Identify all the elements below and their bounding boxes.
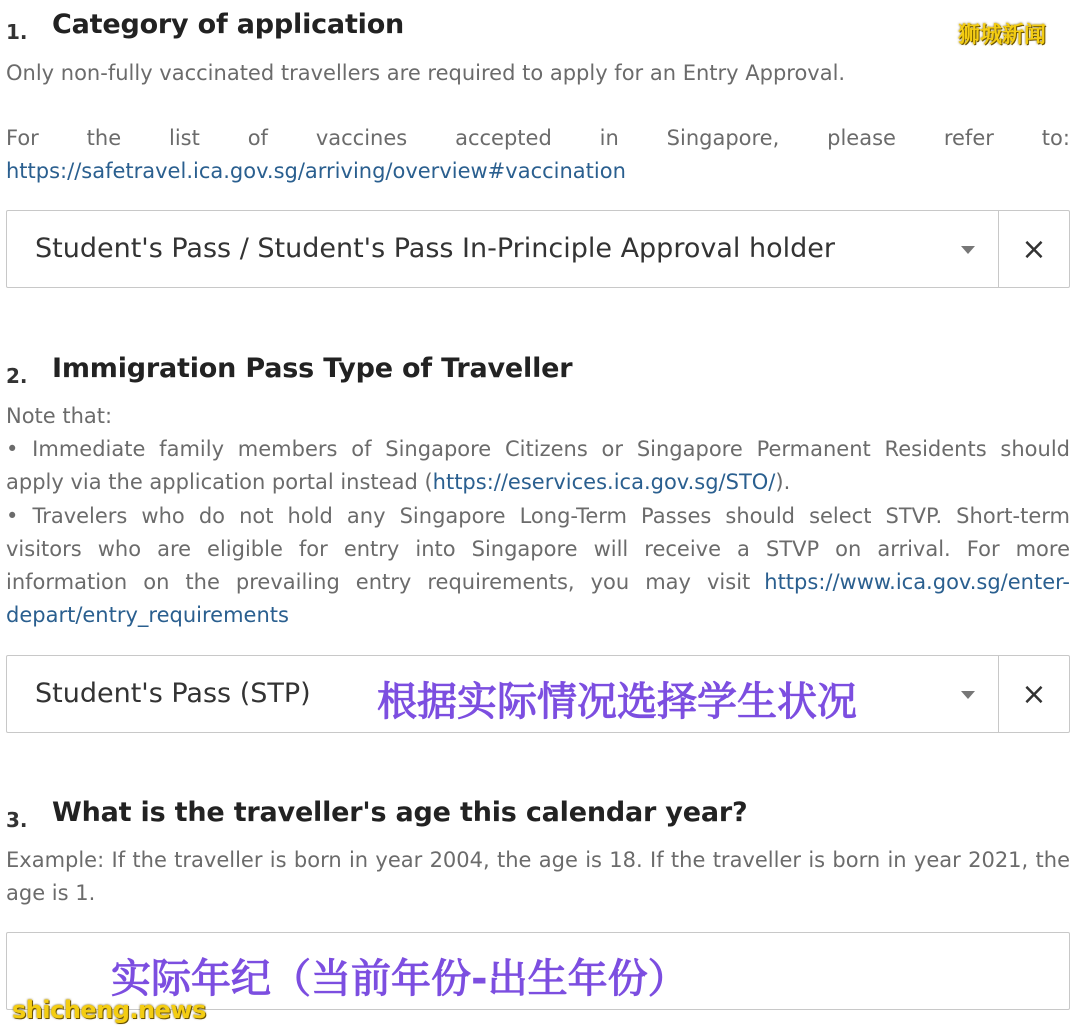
vaccine-text-word: please <box>827 126 896 150</box>
bullet-1-line-2 <box>6 466 790 499</box>
age-annotation: 实际年纪（当前年份-出生年份） <box>111 956 688 1002</box>
clear-icon[interactable]: × <box>1021 676 1047 712</box>
question-1-note: Only non-fully vaccinated travellers are required to apply for an Entry Approval. <box>6 61 846 85</box>
question-2-title: Immigration Pass Type of Traveller <box>52 353 573 384</box>
bullet-1-text: apply via the application portal instead ( <box>6 470 433 494</box>
question-3-number: 3. <box>6 808 28 832</box>
vaccine-text-word: For <box>6 126 39 150</box>
watermark-bottom: shicheng.news <box>12 996 206 1024</box>
vaccine-text-word: refer <box>943 126 994 150</box>
question-2-note-label: Note that: <box>6 404 113 428</box>
sto-portal-link[interactable]: https://eservices.ica.gov.sg/STO/ <box>432 470 776 494</box>
bullet-2-line-2: visitors who are eligible for entry into Singapore will receive a STVP on arrival. For more <box>6 537 1070 561</box>
vaccine-text-word: vaccines <box>315 126 408 150</box>
entry-requirements-link-part1[interactable]: https://www.ica.gov.sg/enter- <box>764 570 1070 594</box>
chevron-down-icon[interactable] <box>961 246 975 254</box>
question-3-example-line-1: Example: If the traveller is born in year 2004, the age is 18. If the traveller is born in year 2021, the <box>6 848 1070 872</box>
pass-type-selected-value: Student's Pass (STP) <box>35 678 311 709</box>
question-2-number: 2. <box>6 364 28 388</box>
vaccine-text-word: in <box>599 126 619 150</box>
question-3-title: What is the traveller's age this calendar year? <box>52 797 748 828</box>
bullet-2-line-3 <box>6 566 1070 599</box>
question-3-example-line-2: age is 1. <box>6 881 96 905</box>
category-select[interactable] <box>6 210 1070 288</box>
category-selected-value: Student's Pass / Student's Pass In-Principle Approval holder <box>35 233 835 264</box>
chevron-down-icon[interactable] <box>961 691 975 699</box>
watermark-top: 狮城新闻 <box>958 23 1047 48</box>
bullet-2-line-1: • Travelers who do not hold any Singapore Long-Term Passes should select STVP. Short-term <box>6 504 1070 528</box>
bullet-1-line-1: • Immediate family members of Singapore Citizens or Singapore Permanent Residents should <box>6 437 1070 461</box>
vaccine-text-word: of <box>247 126 268 150</box>
vaccine-text-word: the <box>86 126 122 150</box>
bullet-1-close: ). <box>775 470 791 494</box>
pass-type-select[interactable] <box>6 655 1070 733</box>
vaccine-text-word: Singapore, <box>666 126 780 150</box>
question-1-number: 1. <box>6 20 28 44</box>
vaccine-list-text <box>6 122 1070 155</box>
vaccine-text-word: list <box>169 126 200 150</box>
question-1-title: Category of application <box>52 9 405 40</box>
vaccination-link[interactable]: https://safetravel.ica.gov.sg/arriving/overview#vaccination <box>6 159 626 183</box>
pass-type-annotation: 根据实际情况选择学生状况 <box>377 679 857 725</box>
bullet-2-text: information on the prevailing entry requirements, you may visit <box>6 570 751 594</box>
vaccine-text-word: to: <box>1041 126 1070 150</box>
vaccine-text-word: accepted <box>455 126 552 150</box>
entry-requirements-link-part2[interactable]: depart/entry_requirements <box>6 603 289 627</box>
clear-icon[interactable]: × <box>1021 231 1047 267</box>
